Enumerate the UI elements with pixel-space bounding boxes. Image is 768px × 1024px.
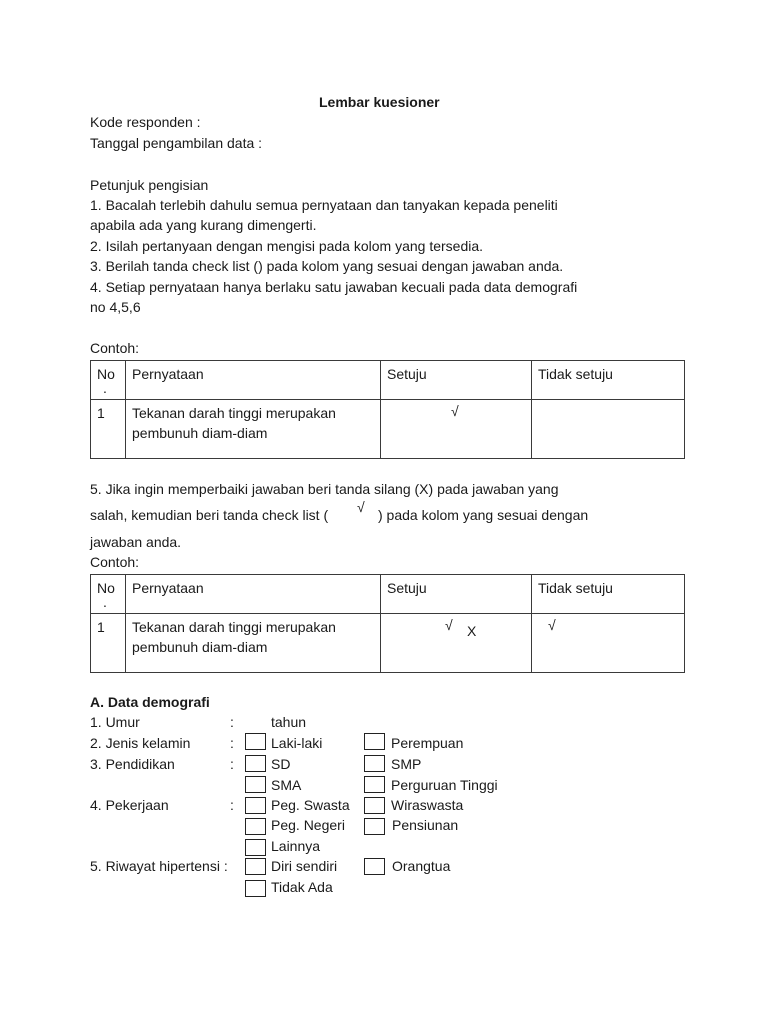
row-setuju-cell <box>381 400 532 459</box>
header-setuju: Setuju <box>381 361 532 400</box>
row-no: 1 <box>91 400 126 459</box>
header-no: No . <box>91 361 126 400</box>
row-tidak-setuju-cell <box>532 614 685 673</box>
header-no: No . <box>91 575 126 614</box>
checkbox-peg-swasta[interactable] <box>245 797 266 814</box>
petunjuk-line: 2. Isilah pertanyaan dengan mengisi pada kolom yang tersedia. <box>90 238 484 254</box>
check-mark: √ <box>548 617 556 633</box>
checkbox-wiraswasta[interactable] <box>364 797 385 814</box>
colon: : <box>230 735 234 751</box>
jenis-kelamin-label: 2. Jenis kelamin <box>90 735 191 751</box>
petunjuk-line: 1. Bacalah terlebih dahulu semua pernyataan dan tanyakan kepada peneliti <box>90 197 558 213</box>
instruction-5-line: ) pada kolom yang sesuai dengan <box>378 507 589 523</box>
instruction-5-line: 5. Jika ingin memperbaiki jawaban beri tanda silang (X) pada jawaban yang <box>90 481 559 497</box>
check-mark: √ <box>451 403 459 419</box>
option-label: Peg. Negeri <box>271 817 345 833</box>
colon: : <box>230 756 234 772</box>
example-table-1 <box>90 360 685 459</box>
instruction-5-line: salah, kemudian beri tanda check list ( <box>90 507 329 523</box>
header-pernyataan: Pernyataan <box>126 575 381 614</box>
row-statement: Tekanan darah tinggi merupakan pembunuh diam-diam <box>126 614 381 673</box>
option-label: Tidak Ada <box>271 879 333 895</box>
row-setuju-cell <box>381 614 532 673</box>
petunjuk-line: 4. Setiap pernyataan hanya berlaku satu jawaban kecuali pada data demografi <box>90 279 578 295</box>
row-statement: Tekanan darah tinggi merupakan pembunuh diam-diam <box>126 400 381 459</box>
check-mark: √ <box>357 499 365 515</box>
umur-unit: tahun <box>271 714 307 730</box>
contoh-label: Contoh: <box>90 554 140 570</box>
petunjuk-line: apabila ada yang kurang dimengerti. <box>90 217 317 233</box>
demografi-heading: A. Data demografi <box>90 694 210 710</box>
header-pernyataan: Pernyataan <box>126 361 381 400</box>
example-table-2 <box>90 574 685 673</box>
option-label: Pensiunan <box>392 817 459 833</box>
option-label: SMP <box>391 756 422 772</box>
checkbox-lainnya[interactable] <box>245 839 266 856</box>
contoh-label: Contoh: <box>90 340 140 356</box>
checkbox-sma[interactable] <box>245 776 266 793</box>
check-mark: √ <box>445 617 453 633</box>
option-label: Orangtua <box>392 858 451 874</box>
checkbox-diri-sendiri[interactable] <box>245 858 266 875</box>
page-title: Lembar kuesioner <box>319 94 440 110</box>
header-setuju: Setuju <box>381 575 532 614</box>
petunjuk-heading: Petunjuk pengisian <box>90 177 209 193</box>
table-row <box>91 400 685 459</box>
cross-mark: X <box>467 623 477 639</box>
row-tidak-setuju-cell <box>532 400 685 459</box>
checkbox-tidak-ada[interactable] <box>245 880 266 897</box>
petunjuk-line: 3. Berilah tanda check list () pada kolom yang sesuai dengan jawaban anda. <box>90 258 564 274</box>
option-label: Laki-laki <box>271 735 323 751</box>
checkbox-smp[interactable] <box>364 755 385 772</box>
tanggal-label: Tanggal pengambilan data : <box>90 135 263 151</box>
option-label: Perguruan Tinggi <box>391 777 498 793</box>
header-tidak-setuju: Tidak setuju <box>532 361 685 400</box>
checkbox-laki-laki[interactable] <box>245 733 266 750</box>
checkbox-peg-negeri[interactable] <box>245 818 266 835</box>
umur-label: 1. Umur <box>90 714 140 730</box>
row-no: 1 <box>91 614 126 673</box>
option-label: Wiraswasta <box>391 797 464 813</box>
option-label: SD <box>271 756 291 772</box>
pekerjaan-label: 4. Pekerjaan <box>90 797 169 813</box>
option-label: Lainnya <box>271 838 321 854</box>
option-label: SMA <box>271 777 302 793</box>
option-label: Peg. Swasta <box>271 797 350 813</box>
header-tidak-setuju: Tidak setuju <box>532 575 685 614</box>
instruction-5-line: jawaban anda. <box>90 534 182 550</box>
table-row <box>91 614 685 673</box>
riwayat-label: 5. Riwayat hipertensi : <box>90 858 228 874</box>
kode-responden-label: Kode responden : <box>90 114 201 130</box>
checkbox-perguruan-tinggi[interactable] <box>364 776 385 793</box>
checkbox-perempuan[interactable] <box>364 733 385 750</box>
checkbox-sd[interactable] <box>245 755 266 772</box>
table-header-row <box>91 361 685 400</box>
colon: : <box>230 714 234 730</box>
petunjuk-line: no 4,5,6 <box>90 299 141 315</box>
checkbox-orangtua[interactable] <box>364 858 385 875</box>
option-label: Diri sendiri <box>271 858 338 874</box>
checkbox-pensiunan[interactable] <box>364 818 385 835</box>
pendidikan-label: 3. Pendidikan <box>90 756 175 772</box>
option-label: Perempuan <box>391 735 464 751</box>
colon: : <box>230 797 234 813</box>
table-header-row <box>91 575 685 614</box>
